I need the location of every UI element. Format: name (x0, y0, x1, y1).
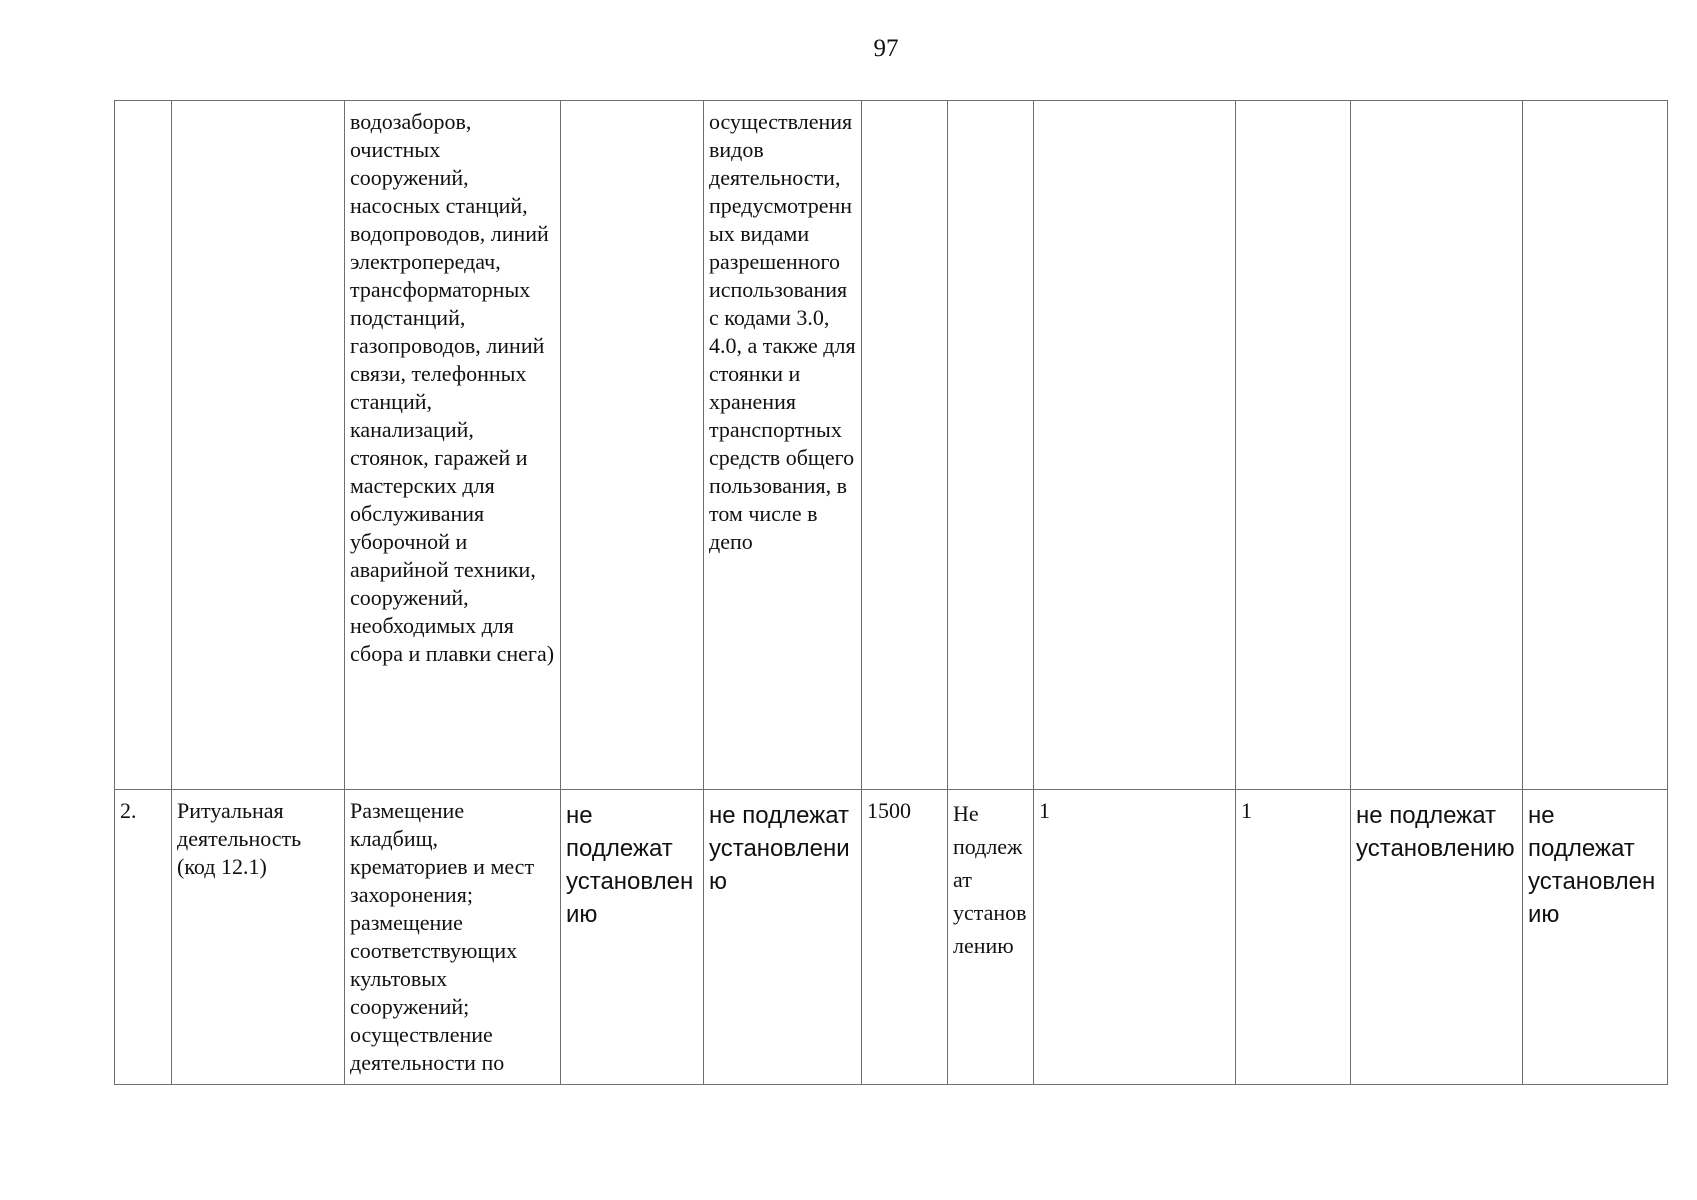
cell-col11 (1523, 101, 1668, 790)
page-number: 97 (873, 35, 899, 62)
table-row (115, 790, 1668, 1085)
cell-number (115, 101, 172, 790)
cell-col6: 1500 (862, 790, 948, 1085)
cell-col9: 1 (1236, 790, 1351, 1085)
cell-col10 (1351, 101, 1523, 790)
cell-use-name: Ритуальная деятельность (код 12.1) (172, 790, 345, 1085)
table-row (115, 101, 1668, 790)
cell-col7: Не подлежат установлению (948, 790, 1034, 1085)
cell-number: 2. (115, 790, 172, 1085)
cell-col6 (862, 101, 948, 790)
cell-col8 (1034, 101, 1236, 790)
cell-use-name (172, 101, 345, 790)
cell-col7 (948, 101, 1034, 790)
cell-col4: не подлежат установлению (561, 790, 704, 1085)
cell-use-description: водозаборов, очистных сооружений, насосных станций, водопроводов, линий электропередач, трансформаторных подстанций, газопроводов, линий связи, телефонных станций, канализаций, стоянок, гаражей и мастерских для обслуживания уборочной и аварийной техники, сооружений, необходимых для сбора и плавки снега) (345, 101, 561, 790)
cell-col4 (561, 101, 704, 790)
cell-col10: не подлежат установлению (1351, 790, 1523, 1085)
cell-col9 (1236, 101, 1351, 790)
cell-col11: не подлежат установлению (1523, 790, 1668, 1085)
cell-col8: 1 (1034, 790, 1236, 1085)
regulations-table (114, 100, 1668, 1085)
cell-use-description: Размещение кладбищ, крематориев и мест захоронения; размещение соответствующих культовых сооружений; осуществление деятельности по (345, 790, 561, 1085)
cell-col5: не подлежат установлению (704, 790, 862, 1085)
cell-col5: осуществления видов деятельности, предусмотренных видами разрешенного использования с кодами 3.0, 4.0, а также для стоянки и хранения транспортных средств общего пользования, в том числе в депо (704, 101, 862, 790)
